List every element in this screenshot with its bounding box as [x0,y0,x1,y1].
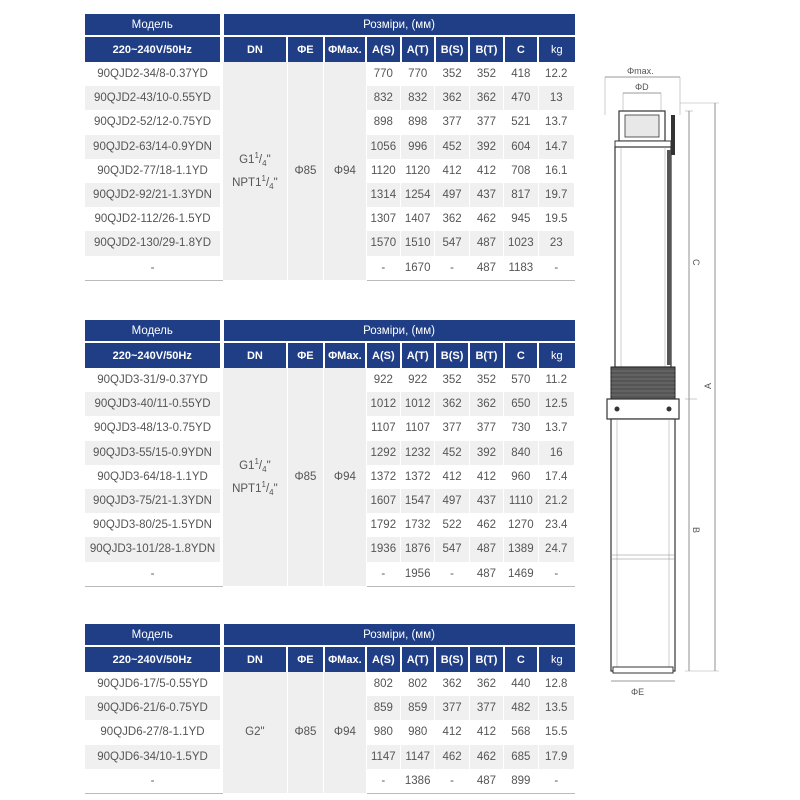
voltage-header: 220~240V/50Hz [85,36,221,62]
c-cell: 840 [504,441,538,465]
model-cell: - [85,256,221,281]
kg-cell: 13.7 [538,416,575,440]
dn-header: DN [223,342,288,368]
b-t-cell: 412 [469,159,503,183]
a-label: A [703,382,713,389]
model-cell: - [85,562,221,587]
voltage-header: 220~240V/50Hz [85,646,221,672]
spec-table-90qjd6 [85,624,575,794]
kg-cell: 16.1 [538,159,575,183]
phi-e-header: ΦE [287,36,323,62]
a-t-cell: 832 [401,86,435,110]
b-s-cell: 412 [435,465,469,489]
phi-max-cell: Φ94 [324,62,366,280]
a-s-cell: 1792 [366,513,400,537]
b-s-cell: 547 [435,537,469,561]
a-t-cell: 770 [401,62,435,86]
b-s-cell: 462 [435,745,469,769]
phi-e-header: ΦE [287,646,323,672]
b-s-cell: 547 [435,231,469,255]
kg-cell: 21.2 [538,489,575,513]
phi-e-cell: Φ85 [287,62,323,280]
b-s-cell: 377 [435,696,469,720]
kg-cell: - [538,769,575,794]
b-s-cell: 362 [435,392,469,416]
b-t-header: B(T) [469,342,503,368]
kg-cell: 17.4 [538,465,575,489]
a-t-cell: 1510 [401,231,435,255]
b-s-header: B(S) [435,646,469,672]
b-t-cell: 412 [469,465,503,489]
table-row [85,62,575,86]
a-t-cell: 1876 [401,537,435,561]
a-t-cell: 980 [401,720,435,744]
b-s-cell: 362 [435,207,469,231]
a-t-cell: 1012 [401,392,435,416]
model-cell: 90QJD3-75/21-1.3YDN [85,489,221,513]
a-t-header: A(T) [401,342,435,368]
a-s-cell: 1314 [366,183,400,207]
model-header: Модель [85,624,221,646]
kg-cell: 13.5 [538,696,575,720]
model-cell: - [85,769,221,794]
a-t-cell: 1670 [401,256,435,281]
model-cell: 90QJD2-130/29-1.8YD [85,231,221,255]
c-cell: 570 [504,368,538,392]
c-cell: 568 [504,720,538,744]
dn-cell [223,62,288,280]
dn-header: DN [223,36,288,62]
a-s-cell: 1056 [366,135,400,159]
b-s-cell: 452 [435,135,469,159]
model-cell: 90QJD6-27/8-1.1YD [85,720,221,744]
b-t-cell: 352 [469,368,503,392]
c-cell: 1023 [504,231,538,255]
b-s-cell: - [435,562,469,587]
a-t-cell: 922 [401,368,435,392]
b-s-header: B(S) [435,36,469,62]
a-s-cell: 980 [366,720,400,744]
a-s-cell: 1120 [366,159,400,183]
a-s-cell: 1570 [366,231,400,255]
a-t-cell: 898 [401,110,435,134]
a-t-cell: 1732 [401,513,435,537]
kg-cell: - [538,256,575,281]
b-s-cell: 452 [435,441,469,465]
dn-line-1: $G1^1/_4$" [239,456,271,475]
model-cell: 90QJD3-48/13-0.75YD [85,416,221,440]
b-t-cell: 377 [469,416,503,440]
model-cell: 90QJD2-63/14-0.9YDN [85,135,221,159]
kg-cell: 19.7 [538,183,575,207]
b-t-cell: 362 [469,86,503,110]
b-s-cell: - [435,256,469,281]
b-t-cell: 437 [469,489,503,513]
a-s-cell: 1607 [366,489,400,513]
b-t-cell: 487 [469,769,503,794]
a-s-header: A(S) [366,36,400,62]
dimensions-header: Розміри, (мм) [223,624,575,646]
phi-e-cell: Φ85 [287,368,323,586]
kg-cell: 12.2 [538,62,575,86]
a-s-cell: 859 [366,696,400,720]
c-cell: 521 [504,110,538,134]
spec-table-90qjd2 [85,14,575,281]
b-t-cell: 487 [469,256,503,281]
phi-max-cell: Φ94 [324,672,366,793]
c-cell: 899 [504,769,538,794]
model-cell: 90QJD3-64/18-1.1YD [85,465,221,489]
model-cell: 90QJD2-77/18-1.1YD [85,159,221,183]
b-t-header: B(T) [469,646,503,672]
phi-max-header: ΦMax. [324,342,366,368]
a-s-cell: 802 [366,672,400,696]
b-s-header: B(S) [435,342,469,368]
model-cell: 90QJD6-34/10-1.5YD [85,745,221,769]
b-t-cell: 462 [469,745,503,769]
b-t-cell: 412 [469,720,503,744]
model-cell: 90QJD3-31/9-0.37YD [85,368,221,392]
a-s-cell: 770 [366,62,400,86]
phi-max-header: ΦMax. [324,646,366,672]
phi-max-header: ΦMax. [324,36,366,62]
a-s-cell: 832 [366,86,400,110]
b-s-cell: 412 [435,720,469,744]
c-header: C [504,342,538,368]
model-cell: 90QJD6-17/5-0.55YD [85,672,221,696]
b-t-cell: 377 [469,696,503,720]
phi-max-cell: Φ94 [324,368,366,586]
c-cell: 1270 [504,513,538,537]
model-cell: 90QJD2-43/10-0.55YD [85,86,221,110]
c-cell: 1110 [504,489,538,513]
b-t-cell: 392 [469,135,503,159]
kg-cell: 15.5 [538,720,575,744]
c-cell: 708 [504,159,538,183]
phimax-label: Φmax. [627,66,654,76]
kg-cell: 13.7 [538,110,575,134]
b-t-cell: 462 [469,513,503,537]
c-cell: 482 [504,696,538,720]
model-cell: 90QJD3-80/25-1.5YDN [85,513,221,537]
kg-cell: 23.4 [538,513,575,537]
kg-cell: 13 [538,86,575,110]
a-s-cell: 1147 [366,745,400,769]
a-t-cell: 996 [401,135,435,159]
phi-e-cell: Φ85 [287,672,323,793]
b-s-cell: 352 [435,62,469,86]
pump-body [615,147,671,367]
a-t-cell: 1386 [401,769,435,794]
dn-line-2: $NPT1^1/_4$" [232,480,278,498]
c-cell: 604 [504,135,538,159]
dn-cell: G2" [223,672,288,793]
kg-cell: 24.7 [538,537,575,561]
b-t-cell: 362 [469,672,503,696]
b-t-cell: 487 [469,562,503,587]
a-t-header: A(T) [401,646,435,672]
kg-cell: - [538,562,575,587]
model-cell: 90QJD2-112/26-1.5YD [85,207,221,231]
a-s-cell: 1372 [366,465,400,489]
table-row [85,672,575,696]
kg-header: kg [538,646,575,672]
c-cell: 730 [504,416,538,440]
kg-cell: 14.7 [538,135,575,159]
b-s-cell: 362 [435,86,469,110]
b-t-cell: 462 [469,207,503,231]
b-t-cell: 362 [469,392,503,416]
b-t-cell: 487 [469,231,503,255]
model-cell: 90QJD2-92/21-1.3YDN [85,183,221,207]
a-t-cell: 1407 [401,207,435,231]
a-t-cell: 1547 [401,489,435,513]
kg-cell: 12.5 [538,392,575,416]
a-s-header: A(S) [366,342,400,368]
kg-cell: 17.9 [538,745,575,769]
a-s-cell: 1307 [366,207,400,231]
dn-line-1: $G1^1/_4$" [239,150,271,169]
c-cell: 440 [504,672,538,696]
c-cell: 470 [504,86,538,110]
model-cell: 90QJD2-34/8-0.37YD [85,62,221,86]
motor-body [611,419,675,671]
c-cell: 1469 [504,562,538,587]
a-s-cell: - [366,562,400,587]
a-s-cell: 1107 [366,416,400,440]
c-header: C [504,646,538,672]
a-t-cell: 1147 [401,745,435,769]
b-s-cell: 362 [435,672,469,696]
c-cell: 960 [504,465,538,489]
c-cell: 418 [504,62,538,86]
kg-header: kg [538,36,575,62]
b-s-cell: 377 [435,110,469,134]
kg-cell: 23 [538,231,575,255]
kg-cell: 12.8 [538,672,575,696]
b-s-cell: 497 [435,489,469,513]
a-s-cell: 1292 [366,441,400,465]
dn-line-2: $NPT1^1/_4$" [232,174,278,192]
a-s-cell: - [366,256,400,281]
phi-e-header: ΦE [287,342,323,368]
c-cell: 1389 [504,537,538,561]
a-s-cell: 922 [366,368,400,392]
model-header: Модель [85,320,221,342]
a-s-header: A(S) [366,646,400,672]
b-t-cell: 377 [469,110,503,134]
dimensions-header: Розміри, (мм) [223,14,575,36]
pump-dimension-diagram [585,55,800,715]
b-t-cell: 437 [469,183,503,207]
a-s-cell: - [366,769,400,794]
dn-header: DN [223,646,288,672]
c-cell: 945 [504,207,538,231]
model-header: Модель [85,14,221,36]
kg-cell: 16 [538,441,575,465]
spec-table-90qjd3 [85,320,575,587]
c-label: C [691,259,701,266]
kg-cell: 19.5 [538,207,575,231]
b-label: B [691,527,701,534]
a-t-cell: 1372 [401,465,435,489]
a-t-cell: 1107 [401,416,435,440]
b-s-cell: 497 [435,183,469,207]
a-t-cell: 1254 [401,183,435,207]
b-s-cell: 522 [435,513,469,537]
model-cell: 90QJD6-21/6-0.75YD [85,696,221,720]
kg-header: kg [538,342,575,368]
table-row [85,368,575,392]
b-t-cell: 487 [469,537,503,561]
c-cell: 1183 [504,256,538,281]
b-s-cell: 412 [435,159,469,183]
model-cell: 90QJD3-40/11-0.55YD [85,392,221,416]
model-cell: 90QJD3-101/28-1.8YDN [85,537,221,561]
kg-cell: 11.2 [538,368,575,392]
model-cell: 90QJD2-52/12-0.75YD [85,110,221,134]
c-header: C [504,36,538,62]
b-t-cell: 352 [469,62,503,86]
a-t-cell: 1232 [401,441,435,465]
dn-cell [223,368,288,586]
b-t-header: B(T) [469,36,503,62]
a-s-cell: 898 [366,110,400,134]
phie-label: ΦE [631,687,645,697]
dimensions-header: Розміри, (мм) [223,320,575,342]
a-t-cell: 802 [401,672,435,696]
c-cell: 817 [504,183,538,207]
voltage-header: 220~240V/50Hz [85,342,221,368]
a-t-cell: 1120 [401,159,435,183]
b-s-cell: 377 [435,416,469,440]
phid-label: ΦD [635,82,649,92]
a-t-header: A(T) [401,36,435,62]
a-s-cell: 1936 [366,537,400,561]
a-t-cell: 1956 [401,562,435,587]
c-cell: 650 [504,392,538,416]
b-s-cell: 352 [435,368,469,392]
b-t-cell: 392 [469,441,503,465]
model-cell: 90QJD3-55/15-0.9YDN [85,441,221,465]
c-cell: 685 [504,745,538,769]
a-t-cell: 859 [401,696,435,720]
b-s-cell: - [435,769,469,794]
a-s-cell: 1012 [366,392,400,416]
